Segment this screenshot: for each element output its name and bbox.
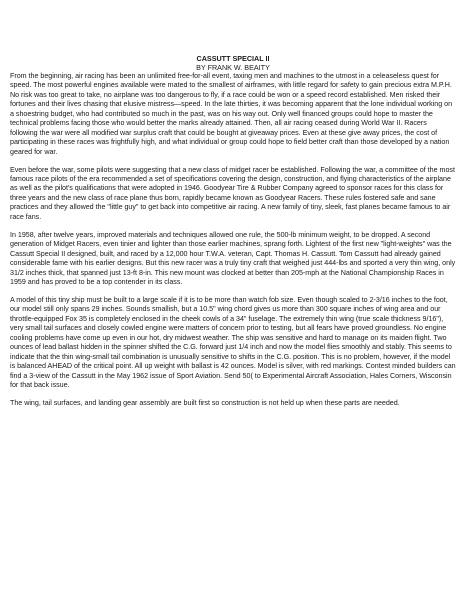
article-page xyxy=(10,54,456,417)
paragraph-4: A model of this tiny ship must be built to a large scale if it is to be more than watch fob size. Even though scaled to 2-3/16 inches to the foot, our model still only spans 29 inches. Sounds smallish, but a 10.5" wing chord gives us more than 300 square inches of wing area and our throttle-equipped Fox 35 is completely enclosed in the cheek cowls of a 34" fuselage. The extremely thin wing (true scale thickness 9/16"), very small tail surfaces and closely cowled engine were matters of concern prior to testing, but all fears have proved groundless. No engine cooling problems have come up even in our hot, dry midwest weather. The ship was sensitive and hard to manage on its maiden flight. Two ounces of lead ballast hidden in the spinner shifted the C.G. forward just 1/4 inch and now the model flies smoothly and stably. This seems to indicate that the thin wing-small tail combination is unusually sensitive to shifts in the C.G. position. This is no problem, however, if the model is balanced AHEAD of the critical point. All up weight with ballast is 42 ounces. Model is silver, with red markings. Contest minded builders can find a 3-view of the Cassutt in the May 1962 issue of Sport Aviation. Send 50( to Experimental Aircraft Association, Hales Corners, Wisconsin for that back issue. xyxy=(10,296,456,390)
article-title: CASSUTT SPECIAL II xyxy=(196,54,270,63)
paragraph-1: From the beginning, air racing has been an unlimited free-for-all event, taxing men and machines to the utmost in a celeaseless quest for speed. The most powerful engines available were mated to the smallest of airframes, with little regard for safety to gain precious extra M.P.H. No risk was too great to take, no airplane was too dangerous to fly, if a race could be won or a speed record established. Men risked their fortunes and their lives chasing that elusive mistress—speed. In the late thirties, it was becoming apparent that the lone individual working on a shoestring budget, who had contributed so much in the past, was on his way out. Only well financed groups could hope to master the technical problems facing those who would better the marks already attained. Then, all air racing ceased during World War II. Racers following the war were all modified war surplus craft that could be bought at giveaway prices. Even at these give away prices, the cost of participating in these races was frightfully high, and what individual or group could hope to field better craft than those developed by a nation geared for war. xyxy=(10,72,453,156)
paragraph-2: Even before the war, some pilots were suggesting that a new class of midget racer be established. Following the war, a committee of the most famous race pilots of the era recommended a set of specifications covering the design, construction, and flying characteristics of the airplane as well as the pilot's qualifications that were adopted in 1946. Goodyear Tire & Rubber Company agreed to sponsor races for this class for three years and the new class of race plane thus born, rapidly became known as Goodyear Racers. These rules fostered safe and sane practices and they allowed the "little guy" to get back into competitive air racing. A new family of tiny, sleek, fast planes became famous to air race fans. xyxy=(10,165,455,221)
paragraph-3: In 1958, after twelve years, improved materials and techniques allowed one rule, the 500-lb minimum weight, to be dropped. A second generation of Midget Racers, even tinier and lighter than those earlier machines, sprang forth. Lightest of the first new "light-weights" was the Cassutt Special II designed, built, and raced by a 12,000 hour T.W.A. veteran, Capt. Thomas H. Cassutt. Tom Cassutt had already gained considerable fame with his earlier designs. But this new racer was a truly tiny craft that weighed just 444-lbs and sported a very thin wing, only 31/2 inches thick, that spanned just 13-ft 8-in. This new mount was clocked at better than 205-mph at the National Championship Races in 1959 and has proved to be a top contender in its class. xyxy=(10,230,456,287)
article-byline: BY FRANK W. BEAITY xyxy=(196,63,270,72)
paragraph-5: The wing, tail surfaces, and landing gear assembly are built first so construction is not held up when these parts are needed. xyxy=(10,399,400,408)
